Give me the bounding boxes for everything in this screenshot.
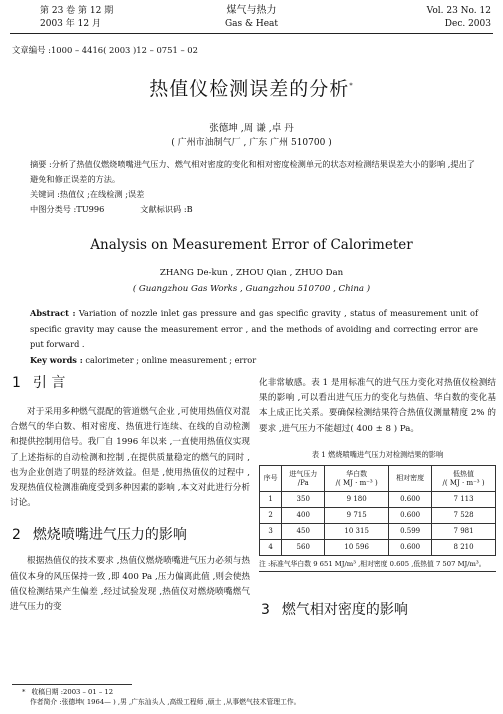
section-2-text: 根据热值仪的技术要求 ,热值仪燃烧喷嘴进气压力必须与热值仪本身的风压保持一致 ,即 400 Pa ,压力偏离此值 ,则会使热值仪检测结果产生偏差 ,经过试验发现 ,热值仪对燃烧喷嘴燃气进气压力的变 bbox=[10, 556, 250, 613]
classification bbox=[30, 202, 475, 217]
abstract-en-text: Variation of nozzle inlet gas pressure and gas specific gravity , status of measurement unit of specific gravity may cause the measurement error , and the methods of avoiding and correcting error are put forward . bbox=[30, 308, 478, 349]
authors-en: ZHANG De-kun , ZHOU Qian , ZHUO Dan bbox=[159, 268, 344, 278]
table-cell: 0.599 bbox=[389, 523, 432, 539]
article-number: 文章编号 :1000 – 4416( 2003 )12 – 0751 – 02 bbox=[12, 45, 198, 55]
footnote-received bbox=[22, 688, 113, 697]
abstract-cn: 摘要 :分析了热值仪燃烧喷嘴进气压力、燃气相对密度的变化和相对密度检测单元的状态对检测结果误差大小的影响 ,提出了避免和修正误差的方法。 bbox=[30, 159, 475, 184]
table-cell: 3 bbox=[260, 523, 282, 539]
section-2-title: 燃烧喷嘴进气压力的影响 bbox=[32, 527, 187, 544]
table-cell: 350 bbox=[282, 491, 325, 507]
authors-cn: 张德坤 ,周 谦 ,卓 丹 bbox=[209, 123, 294, 134]
table-cell: 0.600 bbox=[389, 539, 432, 555]
section-1-number: 1 bbox=[12, 375, 21, 391]
table-cell: 9 180 bbox=[325, 491, 389, 507]
footnote-mark: * bbox=[22, 688, 26, 696]
table-cell: 10 315 bbox=[325, 523, 389, 539]
header-journal-en: Gas & Heat bbox=[224, 19, 279, 29]
section-2-number: 2 bbox=[12, 527, 21, 544]
table-row bbox=[260, 507, 496, 523]
th-heat-label: 低热值 bbox=[453, 470, 475, 479]
table-cell: 7 981 bbox=[432, 523, 496, 539]
table-cell: 7 113 bbox=[432, 491, 496, 507]
title-en: Analysis on Measurement Error of Calorimeter bbox=[90, 237, 413, 253]
abstract-cn-block bbox=[30, 157, 475, 217]
section-3-heading bbox=[261, 602, 496, 618]
right-column-text: 化非常敏感。表 1 是用标准气的进气压力变化对热值仪检测结果的影响 ,可以看出进气压力的变化与热值、华白数的变化基本上成正比关系。要确保检测结果符合热值仪测量精度 2% 的要求 ,进气压力不能超过( 400 ± 8 ) Pa。 bbox=[259, 378, 496, 434]
th-density: 相对密度 bbox=[389, 465, 432, 491]
header-volume-en: Vol. 23 No. 12 bbox=[426, 6, 491, 16]
th-pressure-unit: /Pa bbox=[297, 479, 309, 488]
th-heat bbox=[432, 465, 496, 491]
header-volume-cn: 第 23 卷 第 12 期 bbox=[40, 6, 114, 16]
table-cell: 9 715 bbox=[325, 507, 389, 523]
section-3-title: 燃气相对密度的影响 bbox=[281, 601, 408, 618]
section-1-text: 对于采用多种燃气混配的管道燃气企业 ,可使用热值仪对混合燃气的华白数、相对密度、热值进行连续、在线的自动检测和提供控制用信号。我厂自 1996 年以来 ,一直使用热值仪实现了上述指标的自动检测和控制 ,在提供质量稳定的燃气的同时 ,也为企业创造了明显的经济效益。但是 ,使用热值仪的过程中 ,发现热值仪检测准确度受到多种因素的影响 ,本文对此进行分析讨论。 bbox=[10, 407, 250, 509]
table-cell: 400 bbox=[282, 507, 325, 523]
abstract-en-label: Abstract : bbox=[30, 308, 76, 318]
table-row bbox=[260, 523, 496, 539]
table-cell: 450 bbox=[282, 523, 325, 539]
keywords-en-label: Key words : bbox=[30, 354, 83, 365]
th-pressure-label: 进气压力 bbox=[289, 470, 318, 479]
table-cell: 2 bbox=[260, 507, 282, 523]
affiliation-en: ( Guangzhou Gas Works , Guangzhou 510700 , China ) bbox=[132, 284, 371, 294]
section-2-heading bbox=[12, 527, 250, 543]
keywords-en bbox=[30, 353, 478, 368]
table-header-row bbox=[260, 465, 496, 491]
table-cell: 1 bbox=[260, 491, 282, 507]
table-cell: 0.600 bbox=[389, 491, 432, 507]
section-3-number: 3 bbox=[261, 601, 270, 618]
section-1-heading bbox=[12, 375, 250, 391]
th-pressure bbox=[282, 465, 325, 491]
abstract-en-block bbox=[30, 306, 478, 368]
title-cn-text: 热值仪检测误差的分析 bbox=[149, 78, 350, 100]
header-date-cn: 2003 年 12 月 bbox=[40, 19, 101, 29]
right-column bbox=[259, 376, 496, 618]
table-row bbox=[260, 491, 496, 507]
left-column bbox=[10, 375, 250, 615]
document-code: 文献标识码 :B bbox=[140, 204, 193, 214]
th-wobbe bbox=[325, 465, 389, 491]
table-1 bbox=[259, 465, 496, 556]
keywords-en-text: calorimeter ; online measurement ; error bbox=[82, 354, 257, 365]
class-number: 中图分类号 :TU996 bbox=[30, 204, 105, 214]
header-rule bbox=[10, 33, 493, 34]
table-cell: 7 528 bbox=[432, 507, 496, 523]
footnote-author: 作者简介 :张德坤( 1964— ) ,男 ,广东汕头人 ,高级工程师 ,硕士 ,从事燃气技术管理工作。 bbox=[30, 698, 301, 706]
th-wobbe-label: 华白数 bbox=[346, 470, 368, 479]
abstract-en bbox=[30, 306, 478, 353]
table-cell: 10 596 bbox=[325, 539, 389, 555]
table-cell: 0.600 bbox=[389, 507, 432, 523]
table-caption: 表 1 燃烧喷嘴进气压力对检测结果的影响 bbox=[311, 449, 444, 459]
keywords-cn: 关键词 :热值仪 ;在线检测 ;误差 bbox=[30, 189, 145, 199]
header-journal-cn: 煤气与热力 bbox=[226, 5, 277, 16]
th-heat-unit: /( MJ · m⁻³ ) bbox=[442, 479, 485, 488]
affiliation-cn: ( 广州市油制气厂 , 广东 广州 510700 ) bbox=[171, 138, 332, 148]
title-mark: * bbox=[349, 81, 354, 90]
table-cell: 4 bbox=[260, 539, 282, 555]
header-date-en: Dec. 2003 bbox=[444, 19, 491, 29]
title-cn bbox=[0, 74, 503, 101]
table-cell: 560 bbox=[282, 539, 325, 555]
table-cell: 8 210 bbox=[432, 539, 496, 555]
footnote-rule bbox=[12, 684, 132, 685]
table-row bbox=[260, 539, 496, 555]
footnote-received-text: 收稿日期 :2003 – 01 – 12 bbox=[31, 688, 114, 696]
table-note: 注 :标准气华白数 9 651 MJ/m³ ,相对密度 0.605 ,低热值 7 507 MJ/m³。 bbox=[259, 558, 496, 572]
section-1-title: 引 言 bbox=[32, 375, 66, 391]
th-seq: 序号 bbox=[260, 465, 282, 491]
th-wobbe-unit: /( MJ · m⁻³ ) bbox=[335, 479, 378, 488]
